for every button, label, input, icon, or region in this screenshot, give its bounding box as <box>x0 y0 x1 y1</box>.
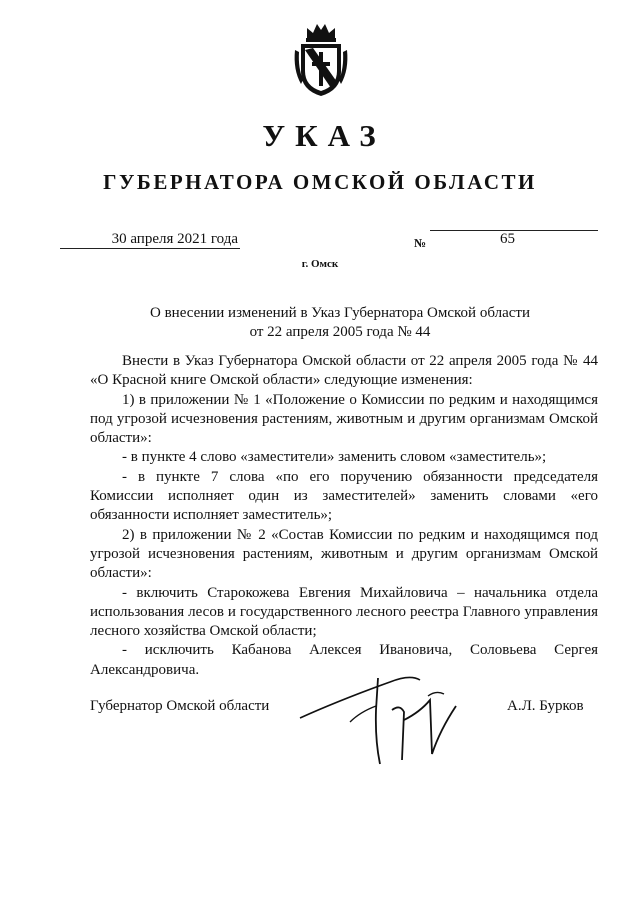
body-paragraph: - исключить Кабанова Алексея Ивановича, Соловьева Сергея Александровича. <box>90 642 598 678</box>
signatory-position: Губернатор Омской области <box>90 698 270 714</box>
coat-of-arms-icon <box>293 20 349 98</box>
handwritten-signature <box>280 660 480 770</box>
signatory-name: А.Л. Бурков <box>507 698 584 714</box>
document-heading <box>90 304 590 342</box>
body-paragraph: - в пункте 7 слова «по его поручению обязанности председателя Комиссии исполняет один из заместителей» заменить словами «его обязанности исполняет заместитель»; <box>90 468 598 524</box>
heading-line-2: от 22 апреля 2005 года № 44 <box>249 324 431 340</box>
body-paragraph: - в пункте 4 слово «заместители» заменить словом «заместитель»; <box>122 449 547 466</box>
page-title: УКАЗ <box>262 118 386 153</box>
number-label: № <box>414 236 427 250</box>
document-number: 65 <box>500 231 515 247</box>
page-subtitle: ГУБЕРНАТОРА ОМСКОЙ ОБЛАСТИ <box>103 170 537 194</box>
document-date: 30 апреля 2021 года <box>60 230 240 249</box>
heading-line-1: О внесении изменений в Указ Губернатора Омской области <box>150 305 530 321</box>
document-city: г. Омск <box>301 258 339 270</box>
body-paragraph: Внести в Указ Губернатора Омской области от 22 апреля 2005 года № 44 «О Красной книге Омской области» следующие изменения: <box>90 353 598 389</box>
body-paragraph: 1) в приложении № 1 «Положение о Комиссии по редким и находящимся под угрозой исчезновения растениям, животным и другим организмам Омской области»: <box>90 391 598 447</box>
document-number-field <box>430 230 598 247</box>
body-paragraph: - включить Старокожева Евгения Михайловича – начальника отдела использования лесов и государственного лесного реестра Главного управления лесного хозяйства Омской области; <box>90 584 598 640</box>
body-paragraph: 2) в приложении № 2 «Состав Комиссии по редким и находящимся под угрозой исчезновения растениям, животным и другим организмам Омской области»: <box>90 526 598 582</box>
document-body <box>90 352 598 680</box>
